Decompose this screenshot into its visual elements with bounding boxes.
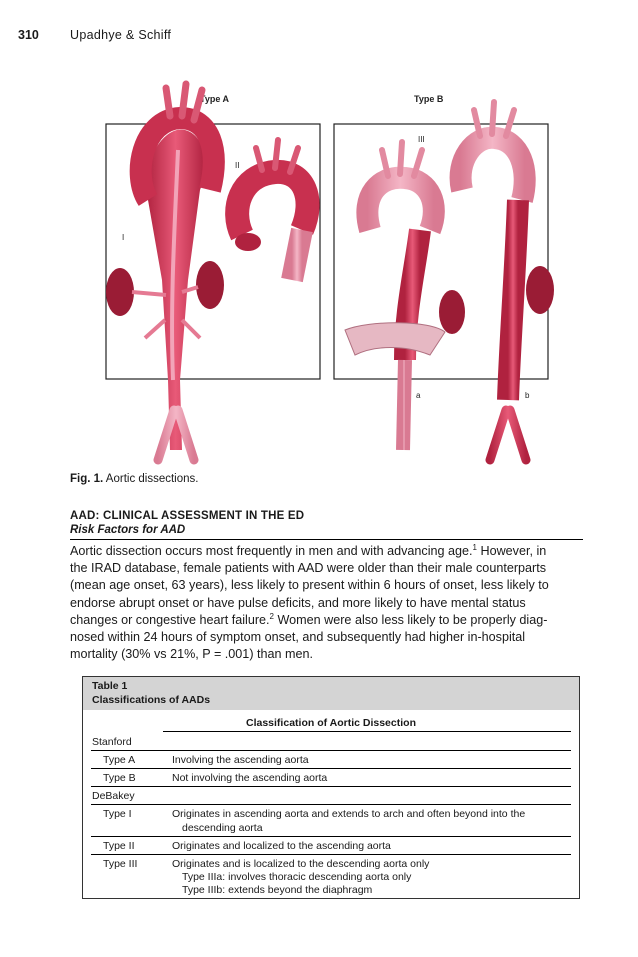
table-title: Classifications of AADs	[92, 694, 211, 706]
section-subheading: Risk Factors for AAD	[70, 524, 186, 536]
rule-type-i	[91, 836, 571, 837]
page-number: 310	[18, 28, 39, 42]
label-ii: II	[235, 161, 240, 170]
caption-label: Fig. 1.	[70, 473, 104, 485]
arch-pink	[367, 178, 433, 230]
running-head: Upadhye & Schiff	[70, 28, 172, 42]
kidney-right	[196, 261, 224, 309]
rule-debakey	[91, 804, 571, 805]
paragraph-line-6: nosed within 24 hours of symptom onset, and subsequently had higher in-hospital	[70, 630, 526, 645]
panel-title-type-b: Type B	[414, 94, 444, 104]
paragraph-line-7: mortality (30% vs 21%, P = .001) than men.	[70, 647, 314, 662]
label-iii: III	[418, 135, 425, 144]
row-type-i: Type I	[103, 808, 132, 820]
aorta-illustration-type-iii-b	[439, 102, 554, 460]
row-type-a: Type A	[103, 754, 136, 766]
row-type-b: Type B	[103, 772, 136, 784]
row-type-iiib: Type IIIb: extends beyond the diaphragm	[182, 884, 373, 896]
rule-type-a	[91, 768, 571, 769]
row-stanford: Stanford	[92, 736, 132, 748]
paragraph-line-4: endorse abrupt onset or have pulse deficits, and more likely to have mental status	[70, 595, 526, 610]
ascending-aorta	[237, 172, 307, 235]
row-debakey: DeBakey	[92, 790, 135, 802]
aortic-root	[235, 233, 261, 251]
row-type-ii-desc: Originates and localized to the ascending aorta	[172, 840, 391, 852]
body-paragraph	[70, 543, 583, 663]
label-b: b	[525, 391, 530, 400]
label-a: a	[416, 391, 421, 400]
table-column-header: Classification of Aortic Dissection	[246, 717, 416, 729]
heading-rule	[70, 539, 583, 540]
row-type-i-desc-2: descending aorta	[182, 822, 263, 834]
arch-branch-vessels	[166, 84, 202, 120]
paragraph-line-1: Aortic dissection occurs most frequently in men and with advancing age.$^1$ However, in	[70, 542, 547, 558]
arch-branches-ii	[256, 140, 298, 172]
rule-type-b	[91, 786, 571, 787]
classification-table	[82, 676, 580, 899]
label-i: I	[122, 233, 125, 242]
row-type-iii: Type III	[103, 858, 138, 870]
section-heading: AAD: CLINICAL ASSESSMENT IN THE ED	[70, 510, 305, 522]
row-type-ii: Type II	[103, 840, 135, 852]
aortic-dissection-figure	[70, 80, 580, 465]
kidney-right-b	[526, 266, 554, 314]
descending-b	[508, 200, 518, 400]
panel-title-type-a: Type A	[200, 94, 230, 104]
abdominal-aorta-pink	[403, 360, 405, 450]
row-type-b-desc: Not involving the ascending aorta	[172, 772, 328, 784]
figure-caption	[70, 473, 198, 485]
paragraph-line-5: changes or congestive heart failure.$^2$ Women were also less likely to be properly diag-	[70, 611, 548, 627]
descending-aorta-pink	[292, 230, 302, 280]
row-type-a-desc: Involving the ascending aorta	[172, 754, 309, 766]
kidney-left	[106, 268, 134, 316]
aorta-illustration-type-iii-a	[345, 135, 445, 450]
aorta-illustration-type-ii	[235, 140, 308, 280]
iliac-arteries-b	[490, 410, 526, 460]
table-label: Table 1	[92, 680, 128, 692]
arch-branches-iii	[382, 142, 422, 176]
row-type-i-desc-1: Originates in ascending aorta and extends to arch and often beyond into the	[172, 808, 526, 820]
arch-b	[461, 138, 525, 200]
table-header-band	[83, 677, 579, 710]
arch-branches-b	[474, 102, 514, 136]
rule-type-ii	[91, 854, 571, 855]
aorta-illustration-type-i	[106, 84, 224, 460]
caption-text: Aortic dissections.	[105, 473, 199, 485]
column-header-rule	[163, 731, 571, 732]
kidney-left-b	[439, 290, 465, 334]
paragraph-line-3: (mean age onset, 63 years), less likely to present within 6 hours of onset, less likely to	[70, 578, 549, 593]
row-type-iiia: Type IIIa: involves thoracic descending aorta only	[182, 871, 412, 883]
rule-stanford	[91, 750, 571, 751]
paragraph-line-2: the IRAD database, female patients with AAD were older than their male counterparts	[70, 561, 547, 576]
row-type-iii-desc: Originates and is localized to the descending aorta only	[172, 858, 430, 870]
